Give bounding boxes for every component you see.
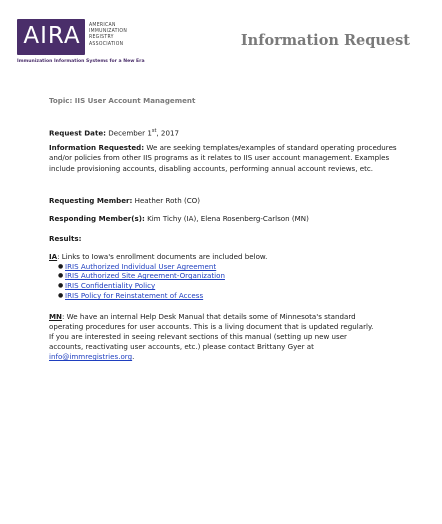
mn-line-5	[49, 352, 134, 362]
page-title: Information Request	[240, 32, 410, 49]
list-item	[58, 271, 225, 281]
mn-line-1	[49, 312, 356, 322]
requesting-member	[49, 196, 200, 206]
email-link[interactable]: info@immregistries.org	[49, 352, 133, 361]
logo-word: REGISTRY	[89, 34, 114, 41]
link-iris-individual-user-agreement[interactable]: IRIS Authorized Individual User Agreement	[65, 262, 217, 271]
requesting-member-value: Heather Roth (CO)	[134, 196, 201, 205]
mn-end: .	[132, 352, 135, 361]
requesting-member-label: Requesting Member:	[49, 196, 133, 205]
request-date-suffix: st	[151, 128, 157, 134]
logo-tagline: Immunization Information Systems for a New Era	[17, 59, 145, 64]
ia-intro	[49, 252, 267, 262]
mn-text-1: : We have an internal Help Desk Manual that details some of Minnesota's standard	[62, 312, 356, 321]
mn-line-3: If you are interested in seeing relevant sections of this manual (setting up new user	[49, 332, 347, 341]
bullet-icon: ●	[58, 282, 64, 289]
results-label: Results:	[49, 234, 82, 243]
responding-members-label: Responding Member(s):	[49, 214, 145, 223]
aira-logo-mark	[17, 19, 85, 55]
topic-heading: Topic: IIS User Account Management	[49, 96, 196, 105]
ia-intro-text: : Links to Iowa's enrollment documents are included below.	[57, 252, 268, 261]
aira-logo-text: AIRA	[23, 23, 81, 49]
responding-members	[49, 214, 309, 224]
ia-label: IA	[49, 252, 58, 261]
list-item	[58, 291, 204, 301]
request-date-label: Request Date:	[49, 128, 107, 138]
bullet-icon: ●	[58, 292, 64, 299]
information-requested-label: Information Requested:	[49, 143, 145, 152]
logo-word: ASSOCIATION	[89, 40, 124, 47]
mn-line-4: accounts, reactivating user accounts, etc.) please contact Brittany Gyer at	[49, 342, 314, 351]
bullet-icon: ●	[58, 272, 64, 279]
aira-logo-words	[89, 22, 149, 47]
request-date	[49, 126, 179, 139]
information-requested	[49, 143, 414, 174]
request-date-year: , 2017	[156, 128, 179, 138]
list-item	[58, 281, 156, 291]
link-iris-site-agreement[interactable]: IRIS Authorized Site Agreement-Organization	[65, 271, 225, 280]
responding-members-value: Kim Tichy (IA), Elena Rosenberg-Carlson (MN)	[147, 214, 309, 223]
mn-label: MN	[49, 312, 62, 321]
bullet-icon: ●	[58, 263, 64, 270]
request-date-value: December 1	[108, 128, 152, 138]
link-iris-confidentiality-policy[interactable]: IRIS Confidentiality Policy	[65, 281, 156, 290]
link-iris-reinstatement-policy[interactable]: IRIS Policy for Reinstatement of Access	[65, 291, 204, 300]
logo-word: AMERICAN	[89, 22, 116, 28]
aira-logo	[17, 19, 145, 61]
mn-line-2: operating procedures for user accounts. This is a living document that is updated regularly.	[49, 322, 374, 331]
logo-word: IMMUNIZATION	[89, 28, 128, 35]
information-requested-text: We are seeking templates/examples of standard operating procedures and/or policies from other IIS programs as it relates to IIS user account management. Examples include provisioning accounts, disabling accounts, performing annual account reviews, etc.	[49, 143, 397, 173]
